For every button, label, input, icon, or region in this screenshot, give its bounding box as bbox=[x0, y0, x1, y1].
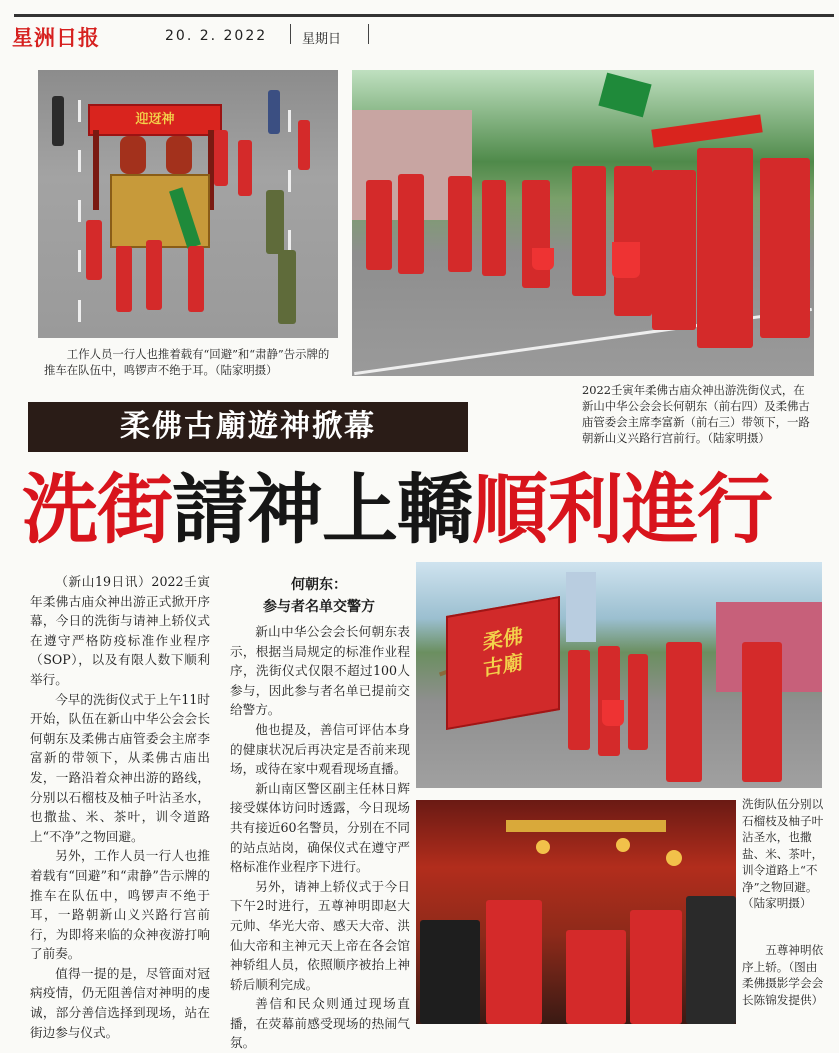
section-subhead: 参与者名单交警方 bbox=[263, 599, 375, 615]
temple-flag bbox=[446, 596, 560, 730]
photo-caption: 工作人员一行人也推着载有“回避”和“肃静”告示牌的推车在队伍中，鸣锣声不绝于耳。（陆家明摄） bbox=[44, 347, 330, 377]
divider bbox=[368, 24, 369, 44]
photo-caption: 五尊神明依序上轿。（图由柔佛摄影学会会长陈锦发提供） bbox=[742, 943, 824, 1007]
divider bbox=[290, 24, 291, 44]
masthead-rule bbox=[14, 14, 834, 17]
photo-flag-procession bbox=[416, 562, 822, 788]
newspaper-logo: 星洲日报 bbox=[12, 26, 100, 50]
headline-part-red: 順利進行 bbox=[472, 465, 772, 554]
photo-caption: 2022壬寅年柔佛古庙众神出游洗街仪式，在新山中华公会会长何朝东（前右四）及柔佛古庙管委会主席李富新（前右三）带领下，一路朝新山义兴路行宫前行。（陆家明摄） bbox=[582, 383, 810, 445]
article-column-1 bbox=[30, 572, 210, 1042]
paragraph: 善信和民众则通过现场直播，在荧幕前感受现场的热闹气氛。 bbox=[230, 996, 410, 1051]
paragraph: 另外，工作人员一行人也推着载有“回避”和“肃静”告示牌的推车在队伍中，鸣锣声不绝于耳，一路朝新山义兴路行宫前行，为即将来临的众神夜游打响了前奏。 bbox=[30, 848, 210, 962]
paragraph: 另外，请神上轿仪式于今日下午2时进行，五尊神明即赵大元帅、华光大帝、感天大帝、洪仙大帝和主神元天上帝在各会馆神轿组人员，依照顺序被抬上神轿后顺利完成。 bbox=[230, 878, 410, 992]
photo-deities-sedan bbox=[416, 800, 736, 1024]
headline-part-red: 洗街 bbox=[22, 465, 172, 554]
section-subhead: 何朝东： bbox=[291, 577, 347, 593]
paragraph: 新山中华公会会长何朝东表示，根据当局规定的标准作业程序，洗街仪式仅限不超过100人参与，因此参与者名单已提前交给警方。 bbox=[230, 624, 410, 718]
article-column-2 bbox=[230, 622, 410, 1053]
issue-weekday: 星期日 bbox=[302, 32, 342, 47]
paragraph: 值得一提的是，尽管面对冠病疫情，仍无阻善信对神明的虔诚，部分善信选择到现场，站在街边参与仪式。 bbox=[30, 965, 210, 1040]
paragraph: 他也提及，善信可评估本身的健康状况后再决定是否前来现场，或待在家中观看现场直播。 bbox=[230, 721, 410, 777]
headline-kicker: 柔佛古廟遊神掀幕 bbox=[120, 409, 376, 444]
headline-part-black: 請神上轎 bbox=[172, 465, 472, 554]
photo-procession-cart bbox=[38, 70, 338, 338]
photo-caption: 洗街队伍分别以石榴枝及柚子叶沾圣水，也撒盐、米、茶叶，训令道路上“不净”之物回避。（陆家明摄） bbox=[742, 797, 824, 910]
flag-text: 柔佛古廟 bbox=[483, 623, 523, 681]
photo-street-cleansing bbox=[352, 70, 814, 376]
issue-date: 20. 2. 2022 bbox=[165, 28, 268, 44]
paragraph: 新山南区警区副主任林日辉接受媒体访问时透露，今日现场共有接近60名警员，分别在不同的站点站岗，确保仪式在遵守严格标准作业程序下进行。 bbox=[230, 780, 410, 875]
paragraph: 今早的洗街仪式于上午11时开始，队伍在新山中华公会会长何朝东及柔佛古庙管委会主席李富新的带领下，从柔佛古庙出发，一路沿着众神出游的路线，分别以石榴枝及柚子叶沾圣水，也撒盐、米、茶叶，训令道路上“不净”之物回避。 bbox=[30, 691, 210, 844]
paragraph: （新山19日讯）2022壬寅年柔佛古庙众神出游正式掀开序幕，今日的洗街与请神上轿仪式在遵守严格防疫标准作业程序（SOP），以及有限人数下顺利举行。 bbox=[30, 574, 210, 687]
main-headline bbox=[22, 462, 822, 558]
banner-text: 迎迓神 bbox=[135, 112, 175, 127]
banner-arch bbox=[88, 104, 222, 136]
